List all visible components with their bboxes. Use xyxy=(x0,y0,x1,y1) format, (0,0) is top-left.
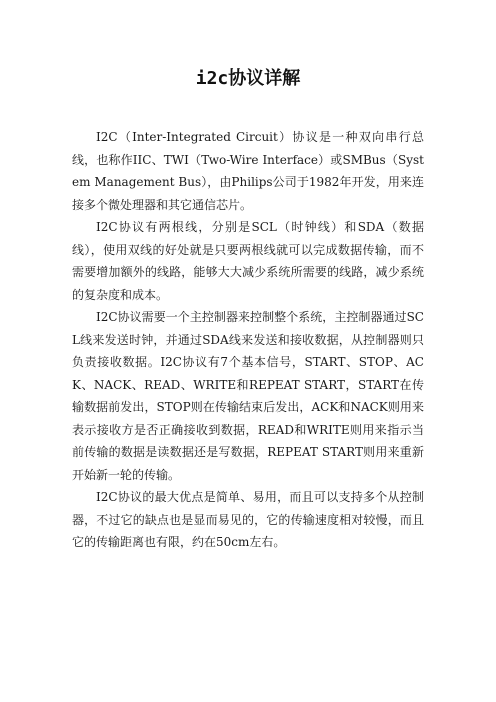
document-title: i2c协议详解 xyxy=(195,68,301,89)
paragraph-pros-cons: I2C协议的最大优点是简单、易用，而且可以支持多个从控制器，不过它的缺点也是显而易见的，它的传输速度相对较慢，而且它的传输距离也有限，约在50cm左右。 xyxy=(72,490,424,549)
document-body xyxy=(72,126,424,554)
paragraph-signals: I2C协议需要一个主控制器来控制整个系统，主控制器通过SCL线来发送时钟，并通过SDA线来发送和接收数据，从控制器则只负责接收数据。I2C协议有7个基本信号，START、STOP、ACK、NACK、READ、WRITE和REPEAT START，START在传输数据前发出，STOP则在传输结束后发出，ACK和NACK则用来表示接收方是否正确接收到数据，READ和WRITE则用来指示当前传输的数据是读数据还是写数据，REPEAT START则用来重新开始新一轮的传输。 xyxy=(72,310,424,482)
paragraph-two-wires: I2C协议有两根线，分别是SCL（时钟线）和SDA（数据线），使用双线的好处就是只要两根线就可以完成数据传输，而不需要增加额外的线路，能够大大减少系统所需要的线路，减少系统的复杂度和成本。 xyxy=(72,220,424,302)
paragraph-intro: I2C（Inter-Integrated Circuit）协议是一种双向串行总线，也称作IIC、TWI（Two-Wire Interface）或SMBus（System Management Bus），由Philips公司于1982年开发，用来连接多个微处理器和其它通信芯片。 xyxy=(72,130,424,212)
